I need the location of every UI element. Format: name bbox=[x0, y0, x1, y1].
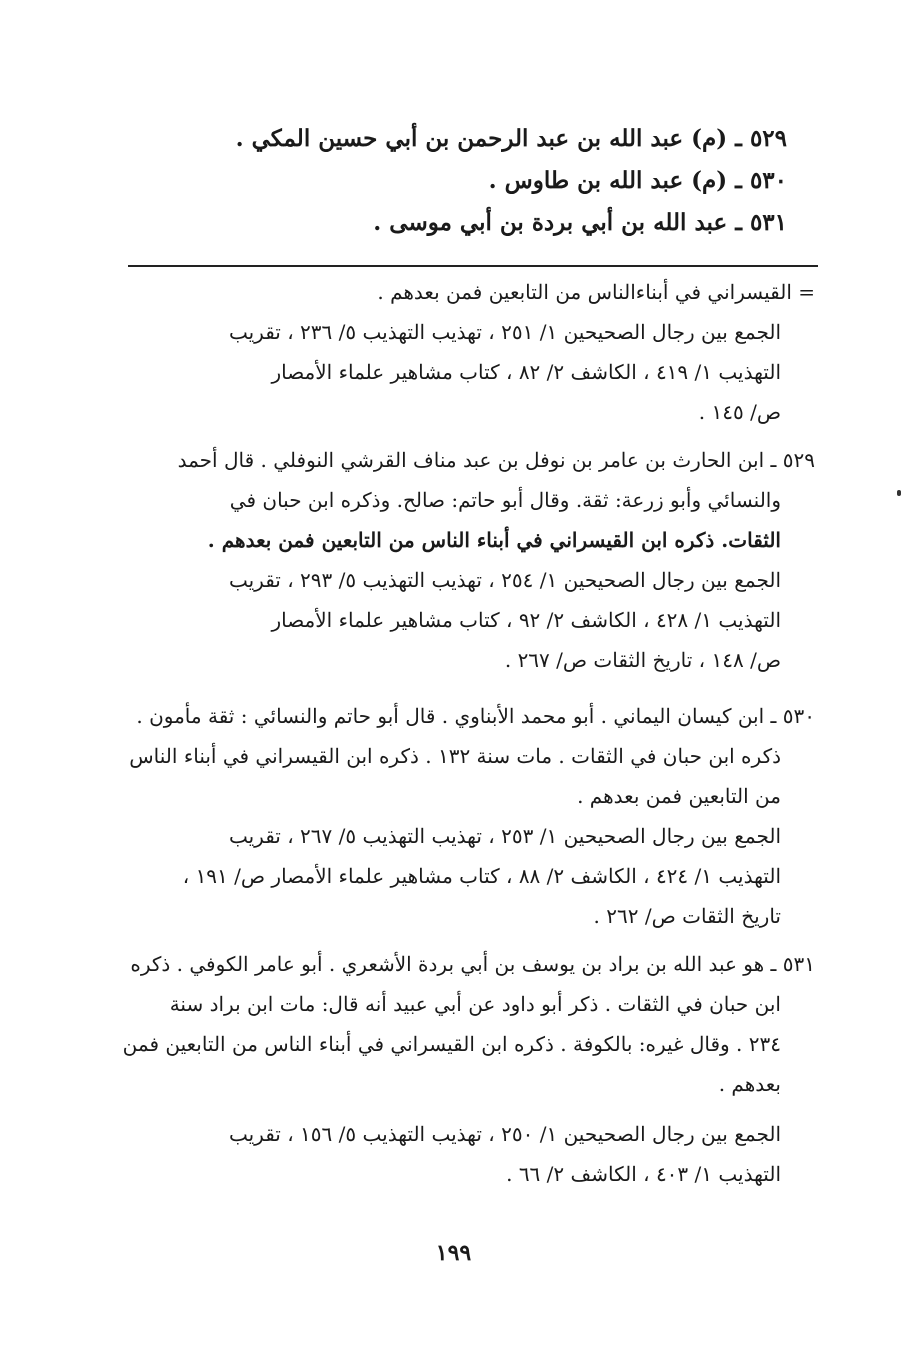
footnote-line: التهذيب ١/ ٤١٩ ، الكاشف ٢/ ٨٢ ، كتاب مشاهير علماء الأمصار bbox=[271, 360, 781, 384]
footnote-continuation bbox=[125, 272, 815, 432]
footnote-line: الجمع بين رجال الصحيحين ١/ ٢٥٣ ، تهذيب التهذيب ٥/ ٢٦٧ ، تقريب bbox=[228, 824, 781, 848]
scan-mark bbox=[897, 490, 901, 496]
footnote-line: ٥٣١ ـ هو عبد الله بن براد بن يوسف بن أبي بردة الأشعري . أبو عامر الكوفي . ذكره bbox=[130, 952, 815, 976]
footnote-529 bbox=[125, 440, 815, 680]
footnote-separator bbox=[128, 265, 818, 267]
footnote-line: التهذيب ١/ ٤٠٣ ، الكاشف ٢/ ٦٦ . bbox=[506, 1162, 781, 1186]
entry-530: ٥٣٠ ـ (م) عبد الله بن طاوس . bbox=[488, 167, 787, 194]
footnote-line: ابن حبان في الثقات . ذكر أبو داود عن أبي عبيد أنه قال: مات ابن براد سنة bbox=[169, 992, 781, 1016]
footnote-line: التهذيب ١/ ٤٢٤ ، الكاشف ٢/ ٨٨ ، كتاب مشاهير علماء الأمصار ص/ ١٩١ ، bbox=[182, 864, 781, 888]
footnote-line: ص/ ١٤٨ ، تاريخ الثقات ص/ ٢٦٧ . bbox=[504, 648, 781, 672]
footnote-line: = القيسراني في أبناءالناس من التابعين فمن بعدهم . bbox=[377, 280, 815, 304]
footnote-line: الثقات. ذكره ابن القيسراني في أبناء الناس من التابعين فمن بعدهم . bbox=[207, 528, 781, 552]
footnote-line: من التابعين فمن بعدهم . bbox=[577, 784, 781, 808]
footnote-line: التهذيب ١/ ٤٢٨ ، الكاشف ٢/ ٩٢ ، كتاب مشاهير علماء الأمصار bbox=[271, 608, 781, 632]
footnote-line: ٢٣٤ . وقال غيره: بالكوفة . ذكره ابن القيسراني في أبناء الناس من التابعين فمن bbox=[122, 1032, 781, 1056]
footnote-531 bbox=[122, 944, 815, 1194]
entry-531: ٥٣١ ـ عبد الله بن أبي بردة بن أبي موسى . bbox=[373, 209, 787, 236]
footnote-line: ٥٢٩ ـ ابن الحارث بن عامر بن نوفل بن عبد مناف القرشي النوفلي . قال أحمد bbox=[177, 448, 815, 472]
footnote-line: ص/ ١٤٥ . bbox=[698, 400, 781, 424]
entry-list bbox=[227, 118, 787, 244]
footnote-line: ٥٣٠ ـ ابن كيسان اليماني . أبو محمد الأبناوي . قال أبو حاتم والنسائي : ثقة مأمون . bbox=[136, 704, 815, 728]
footnote-line: الجمع بين رجال الصحيحين ١/ ٢٥١ ، تهذيب التهذيب ٥/ ٢٣٦ ، تقريب bbox=[228, 320, 781, 344]
footnote-line: تاريخ الثقات ص/ ٢٦٢ . bbox=[593, 904, 781, 928]
footnote-line: والنسائي وأبو زرعة: ثقة. وقال أبو حاتم: صالح. وذكره ابن حبان في bbox=[229, 488, 781, 512]
entry-529: ٥٢٩ ـ (م) عبد الله بن عبد الرحمن بن أبي حسين المكي . bbox=[235, 125, 787, 152]
footnote-line: ذكره ابن حبان في الثقات . مات سنة ١٣٢ . ذكره ابن القيسراني في أبناء الناس bbox=[129, 744, 781, 768]
page-number: ١٩٩ bbox=[435, 1240, 472, 1266]
footnote-line: الجمع بين رجال الصحيحين ١/ ٢٥٤ ، تهذيب التهذيب ٥/ ٢٩٣ ، تقريب bbox=[228, 568, 781, 592]
footnote-line: الجمع بين رجال الصحيحين ١/ ٢٥٠ ، تهذيب التهذيب ٥/ ١٥٦ ، تقريب bbox=[228, 1122, 781, 1146]
footnote-530 bbox=[125, 696, 815, 936]
footnote-line: بعدهم . bbox=[718, 1072, 781, 1096]
